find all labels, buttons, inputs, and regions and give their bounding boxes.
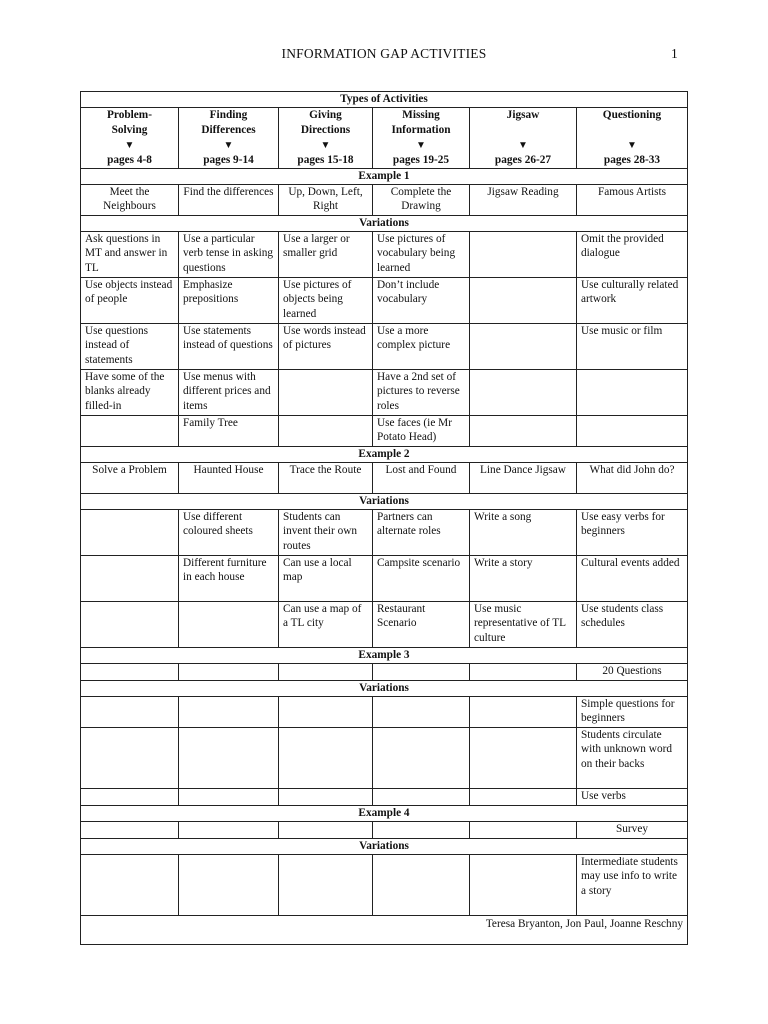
example-cell: Haunted House: [179, 462, 279, 493]
example-cell: Solve a Problem: [81, 462, 179, 493]
variation-cell: [81, 727, 179, 788]
page-number: 1: [671, 46, 678, 61]
section-row: [81, 215, 688, 231]
section-row: [81, 168, 688, 184]
variation-cell: [179, 601, 279, 647]
variation-cell: [279, 727, 373, 788]
example-cell: Lost and Found: [373, 462, 470, 493]
variation-cell: Can use a map of a TL city: [279, 601, 373, 647]
example-cell: [470, 821, 577, 838]
example-cell: [279, 663, 373, 680]
variation-cell: [470, 323, 577, 369]
activity-type-cell: [373, 108, 470, 169]
variation-cell: Use music representative of TL culture: [470, 601, 577, 647]
section-row: [81, 446, 688, 462]
types-heading: Types of Activities: [81, 92, 688, 108]
variation-cell: [470, 415, 577, 446]
variation-cell: [179, 727, 279, 788]
variation-cell: Use objects instead of people: [81, 277, 179, 323]
variation-cell: Family Tree: [179, 415, 279, 446]
page-range: pages 15-18: [297, 153, 354, 166]
variation-cell: Students circulate with unknown word on their backs: [577, 727, 688, 788]
variations-heading: Variations: [81, 493, 688, 509]
variation-cell: [279, 369, 373, 415]
variation-cell: [81, 854, 179, 915]
variation-cell: [470, 277, 577, 323]
down-arrow-icon: ▼: [416, 139, 426, 151]
variation-cell: [577, 369, 688, 415]
variation-cell: Use questions instead of statements: [81, 323, 179, 369]
activity-type-cell: [470, 108, 577, 169]
variation-row: [81, 727, 688, 788]
variation-cell: Restaurant Scenario: [373, 601, 470, 647]
variation-cell: Ask questions in MT and answer in TL: [81, 231, 179, 277]
variation-cell: Cultural events added: [577, 555, 688, 601]
variation-cell: [279, 854, 373, 915]
section-row: [81, 805, 688, 821]
variation-cell: Simple questions for beginners: [577, 696, 688, 727]
example-cell: [470, 663, 577, 680]
variation-cell: [279, 788, 373, 805]
variation-cell: Omit the provided dialogue: [577, 231, 688, 277]
variation-row: [81, 555, 688, 601]
activity-type-name: Jigsaw: [506, 109, 540, 121]
activity-type-name: Finding: [209, 109, 248, 121]
variation-cell: Use a more complex picture: [373, 323, 470, 369]
activity-type-name-cont: Information: [391, 123, 451, 136]
example-cell: Up, Down, Left, Right: [279, 184, 373, 215]
activity-type-name: Questioning: [602, 109, 662, 121]
activities-table: [80, 91, 688, 945]
activity-type-name: Giving: [309, 109, 342, 121]
example-cell: [81, 821, 179, 838]
variation-cell: [179, 854, 279, 915]
variation-cell: [373, 696, 470, 727]
section-row: [81, 680, 688, 696]
variation-cell: Emphasize prepositions: [179, 277, 279, 323]
page-range: pages 9-14: [203, 153, 254, 166]
variation-cell: [81, 601, 179, 647]
example-cell: Meet the Neighbours: [81, 184, 179, 215]
variation-cell: [81, 555, 179, 601]
activity-type-name: Missing: [402, 109, 440, 121]
page-range: pages 28-33: [603, 153, 661, 166]
variation-cell: Students can invent their own routes: [279, 509, 373, 555]
variation-row: [81, 231, 688, 277]
example-cell: [179, 821, 279, 838]
variation-cell: Have some of the blanks already filled-in: [81, 369, 179, 415]
variation-cell: Use a larger or smaller grid: [279, 231, 373, 277]
activity-type-name-cont: [581, 123, 683, 138]
variation-cell: [470, 696, 577, 727]
variations-heading: Variations: [81, 215, 688, 231]
variation-cell: Use different coloured sheets: [179, 509, 279, 555]
page-range: pages 4-8: [107, 153, 152, 166]
example-cell: Find the differences: [179, 184, 279, 215]
down-arrow-icon: ▼: [124, 139, 135, 151]
variation-row: [81, 277, 688, 323]
variation-cell: Use culturally related artwork: [577, 277, 688, 323]
example-cell: Famous Artists: [577, 184, 688, 215]
example-cell: Jigsaw Reading: [470, 184, 577, 215]
variation-cell: Use verbs: [577, 788, 688, 805]
variation-cell: Different furniture in each house: [179, 555, 279, 601]
example-row: [81, 184, 688, 215]
variation-cell: [373, 727, 470, 788]
example-row: [81, 663, 688, 680]
variation-row: [81, 788, 688, 805]
activity-type-name-cont: Directions: [300, 123, 351, 136]
variation-cell: Use students class schedules: [577, 601, 688, 647]
variation-row: [81, 696, 688, 727]
variation-cell: [279, 415, 373, 446]
example-cell: Line Dance Jigsaw: [470, 462, 577, 493]
section-row: [81, 647, 688, 663]
down-arrow-icon: ▼: [320, 139, 331, 151]
activity-type-cell: [577, 108, 688, 169]
credit-cell: [81, 915, 688, 944]
credit-row: [81, 915, 688, 944]
variations-heading: Variations: [81, 838, 688, 854]
example-row: [81, 821, 688, 838]
variation-cell: [470, 369, 577, 415]
variation-cell: Use words instead of pictures: [279, 323, 373, 369]
variation-row: [81, 415, 688, 446]
activity-type-cell: [179, 108, 279, 169]
running-head: [0, 46, 768, 66]
example-row: [81, 462, 688, 493]
variation-cell: Use statements instead of questions: [179, 323, 279, 369]
author-credit: Teresa Bryanton, Jon Paul, Joanne Reschny: [485, 917, 683, 930]
variation-cell: Write a story: [470, 555, 577, 601]
example-cell: [81, 663, 179, 680]
variation-cell: [373, 788, 470, 805]
variation-cell: [470, 231, 577, 277]
example-cell: [373, 663, 470, 680]
variation-row: [81, 509, 688, 555]
example-heading: Example 3: [81, 647, 688, 663]
section-row: [81, 493, 688, 509]
variation-cell: Can use a local map: [279, 555, 373, 601]
variation-cell: [81, 696, 179, 727]
variation-cell: [81, 788, 179, 805]
variation-cell: [577, 415, 688, 446]
activity-type-name-cont: Differences: [201, 123, 256, 136]
example-cell: [279, 821, 373, 838]
variation-row: [81, 369, 688, 415]
document-title: INFORMATION GAP ACTIVITIES: [281, 46, 487, 61]
variation-cell: [81, 509, 179, 555]
activity-type-cell: [279, 108, 373, 169]
variation-cell: [470, 788, 577, 805]
down-arrow-icon: ▼: [627, 139, 637, 151]
section-row: [81, 838, 688, 854]
example-cell: Trace the Route: [279, 462, 373, 493]
activity-type-name-cont: Solving: [111, 123, 148, 136]
variation-cell: Use a particular verb tense in asking questions: [179, 231, 279, 277]
variation-row: [81, 601, 688, 647]
example-heading: Example 2: [81, 446, 688, 462]
variation-cell: Campsite scenario: [373, 555, 470, 601]
example-heading: Example 1: [81, 168, 688, 184]
example-heading: Example 4: [81, 805, 688, 821]
example-cell: Survey: [577, 821, 688, 838]
example-cell: Complete the Drawing: [373, 184, 470, 215]
activity-type-name: Problem-: [107, 109, 152, 121]
example-cell: What did John do?: [577, 462, 688, 493]
variation-cell: Use pictures of vocabulary being learned: [373, 231, 470, 277]
section-row: [81, 92, 688, 108]
variation-cell: [179, 696, 279, 727]
variation-cell: Use easy verbs for beginners: [577, 509, 688, 555]
example-cell: [373, 821, 470, 838]
variation-cell: Write a song: [470, 509, 577, 555]
variation-cell: Intermediate students may use info to write a story: [577, 854, 688, 915]
variation-cell: Use faces (ie Mr Potato Head): [373, 415, 470, 446]
variations-heading: Variations: [81, 680, 688, 696]
down-arrow-icon: ▼: [518, 139, 528, 151]
variation-cell: Don’t include vocabulary: [373, 277, 470, 323]
variation-cell: Use menus with different prices and items: [179, 369, 279, 415]
example-cell: 20 Questions: [577, 663, 688, 680]
activity-type-row: [81, 108, 688, 169]
variation-cell: [470, 854, 577, 915]
variation-cell: Use music or film: [577, 323, 688, 369]
variation-cell: Have a 2nd set of pictures to reverse roles: [373, 369, 470, 415]
variation-cell: [279, 696, 373, 727]
variation-cell: Partners can alternate roles: [373, 509, 470, 555]
down-arrow-icon: ▼: [223, 139, 234, 151]
variation-cell: [373, 854, 470, 915]
variation-cell: [81, 415, 179, 446]
page-range: pages 19-25: [392, 153, 450, 166]
example-cell: [179, 663, 279, 680]
variation-cell: Use pictures of objects being learned: [279, 277, 373, 323]
activity-type-cell: [81, 108, 179, 169]
variation-cell: [470, 727, 577, 788]
variation-row: [81, 323, 688, 369]
variation-cell: [179, 788, 279, 805]
variation-row: [81, 854, 688, 915]
page-range: pages 26-27: [494, 153, 552, 166]
activity-type-name-cont: [474, 123, 572, 138]
